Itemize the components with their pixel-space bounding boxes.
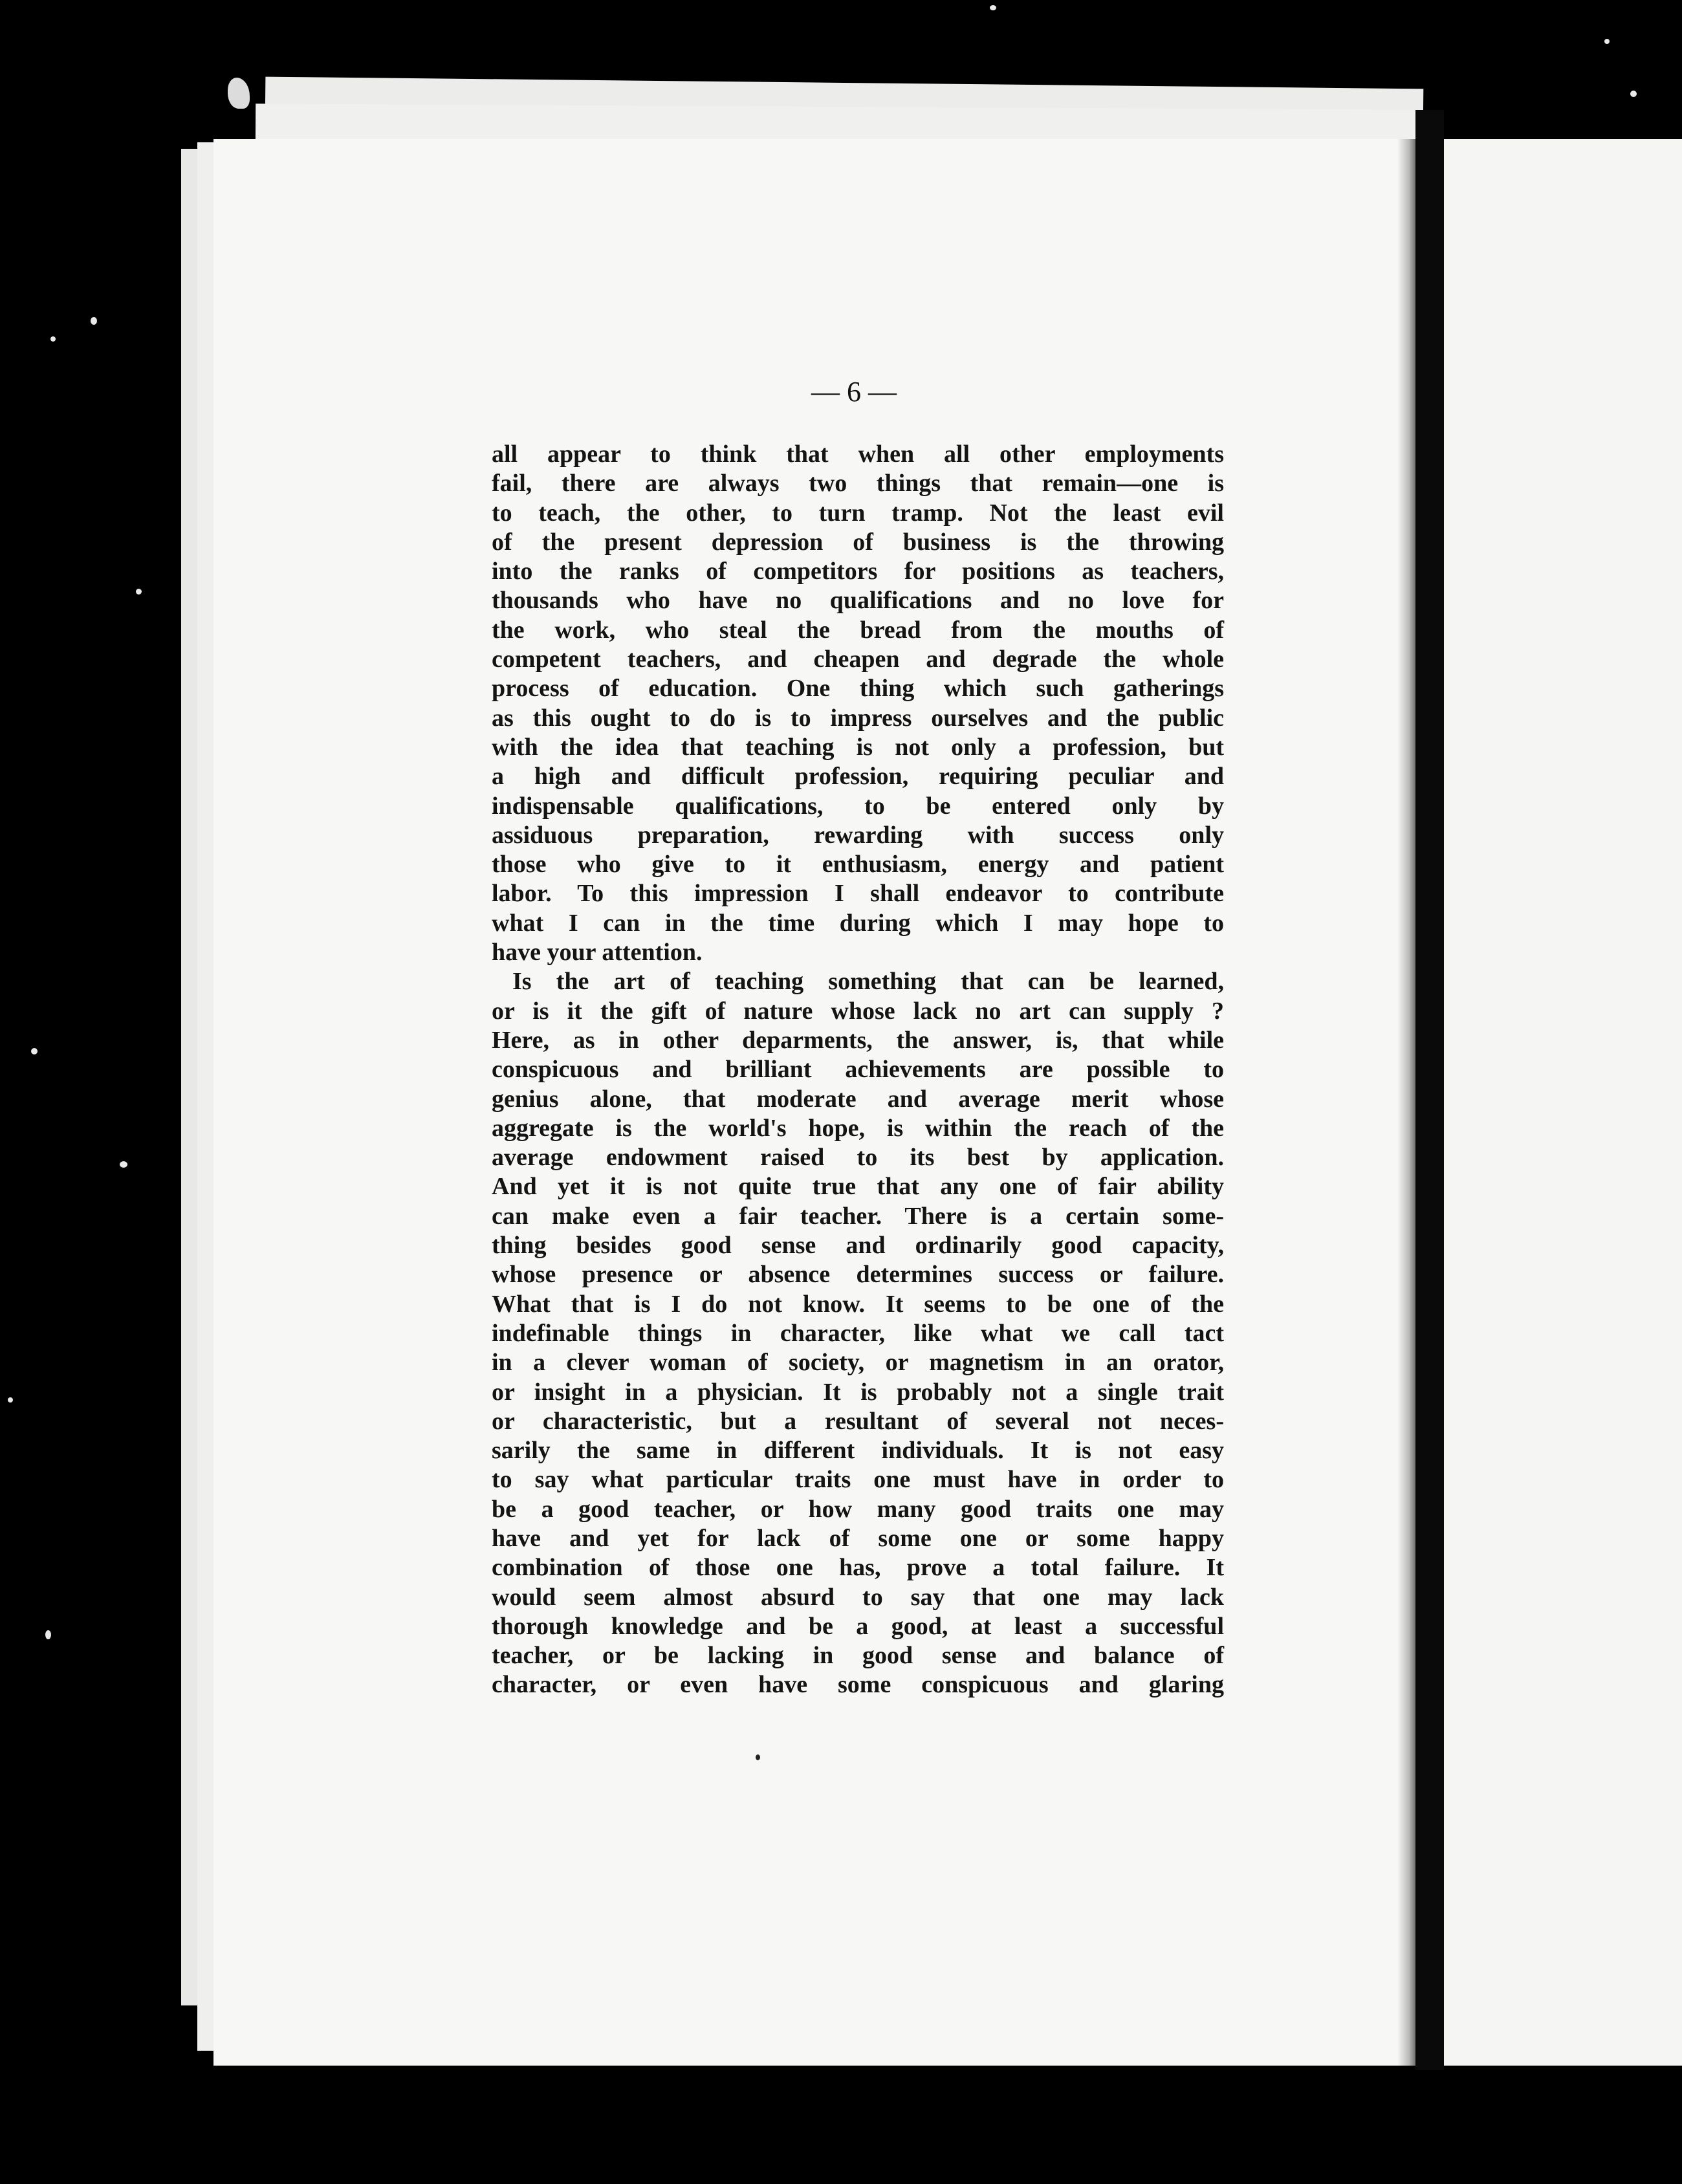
body-text (492, 440, 1224, 1700)
text-line: genius alone, that moderate and average merit whose (492, 1085, 1224, 1113)
text-line: the work, who steal the bread from the mouths of (492, 616, 1224, 644)
text-line: process of education. One thing which such gatherings (492, 675, 1224, 703)
text-line: have your attention. (492, 939, 703, 966)
text-line: fail, there are always two things that remain—one is (492, 470, 1224, 497)
scan-speck (1604, 39, 1610, 44)
text-line: teacher, or be lacking in good sense and balance of (492, 1642, 1224, 1670)
text-line: average endowment raised to its best by application. (492, 1144, 1224, 1172)
text-line: character, or even have some conspicuous and glaring (492, 1671, 1224, 1699)
text-line: competent teachers, and cheapen and degrade the whole (492, 646, 1224, 673)
text-line: have and yet for lack of some one or some happy (492, 1524, 1224, 1552)
text-line: what I can in the time during which I may hope to (492, 909, 1224, 937)
text-line: as this ought to do is to impress ourselves and the public (492, 704, 1224, 732)
text-line: combination of those one has, prove a total failure. It (492, 1554, 1224, 1582)
paper-corner-fragment (228, 78, 250, 109)
text-line: conspicuous and brilliant achievements are possible to (492, 1056, 1224, 1084)
scan-speck (31, 1048, 38, 1054)
text-line: to say what particular traits one must have in order to (492, 1466, 1224, 1494)
gutter-shadow (1397, 139, 1417, 2066)
text-line: Is the art of teaching something that can be learned, (512, 968, 1224, 996)
text-line: a high and difficult profession, requiring peculiar and (492, 763, 1224, 791)
text-line: all appear to think that when all other employments (492, 441, 1224, 468)
scan-speck (136, 589, 142, 595)
text-line: And yet it is not quite true that any one of fair ability (492, 1173, 1224, 1201)
text-line: or insight in a physician. It is probably not a single trait (492, 1378, 1224, 1406)
text-line: aggregate is the world's hope, is within the reach of the (492, 1114, 1224, 1142)
text-line: those who give to it enthusiasm, energy and patient (492, 851, 1224, 879)
text-line: with the idea that teaching is not only a profession, but (492, 733, 1224, 761)
ink-dot (756, 1754, 760, 1760)
book-spine (1415, 110, 1444, 2070)
text-line: assiduous preparation, rewarding with success only (492, 821, 1224, 849)
text-line: thousands who have no qualifications and no love for (492, 587, 1224, 615)
text-line: Here, as in other deparments, the answer, is, that while (492, 1026, 1224, 1054)
text-line: in a clever woman of society, or magnetism in an orator, (492, 1349, 1224, 1377)
scan-speck (50, 336, 56, 342)
scan-speck (45, 1630, 51, 1639)
page-number: — 6 — (811, 376, 897, 408)
scan-speck (990, 5, 996, 10)
text-line: What that is I do not know. It seems to be one of the (492, 1290, 1224, 1318)
text-line: or is it the gift of nature whose lack no art can supply ? (492, 997, 1224, 1025)
text-line: indispensable qualifications, to be entered only by (492, 792, 1224, 820)
scan-speck (8, 1397, 13, 1403)
text-line: would seem almost absurd to say that one may lack (492, 1583, 1224, 1611)
text-line: can make even a fair teacher. There is a certain some- (492, 1202, 1224, 1230)
scan-speck (1630, 91, 1637, 97)
text-line: into the ranks of competitors for positions as teachers, (492, 558, 1224, 585)
text-line: or characteristic, but a resultant of several not neces- (492, 1407, 1224, 1435)
text-line: of the present depression of business is the throwing (492, 528, 1224, 556)
text-line: be a good teacher, or how many good traits one may (492, 1495, 1224, 1523)
text-line: labor. To this impression I shall endeavor to contribute (492, 880, 1224, 908)
text-line: thorough knowledge and be a good, at least a successful (492, 1612, 1224, 1640)
text-line: thing besides good sense and ordinarily good capacity, (492, 1232, 1224, 1260)
text-line: sarily the same in different individuals. It is not easy (492, 1437, 1224, 1465)
scan-speck (120, 1161, 127, 1168)
scan-speck (91, 317, 97, 325)
text-line: to teach, the other, to turn tramp. Not the least evil (492, 499, 1224, 527)
text-line: indefinable things in character, like what we call tact (492, 1319, 1224, 1347)
text-line: whose presence or absence determines success or failure. (492, 1261, 1224, 1289)
facing-page (1444, 139, 1682, 2066)
